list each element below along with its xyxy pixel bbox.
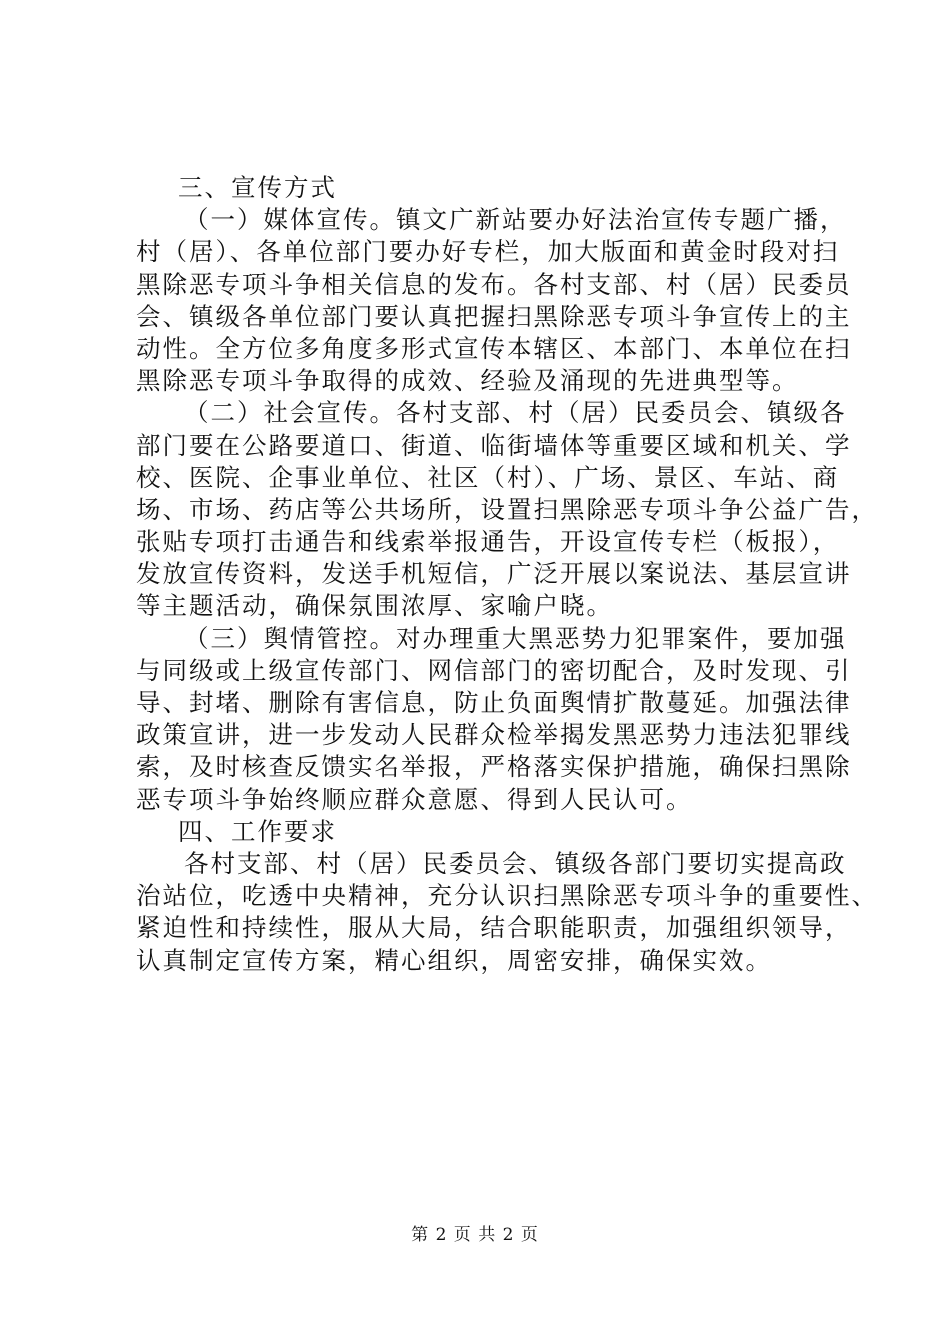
paragraph-line: 发放宣传资料，发送手机短信，广泛开展以案说法、基层宣讲 — [136, 559, 852, 589]
paragraph-line: 村（居）、各单位部门要办好专栏，加大版面和黄金时段对扫 — [136, 237, 840, 267]
paragraph-line: 黑除恶专项斗争取得的成效、经验及涌现的先进典型等。 — [136, 366, 799, 396]
paragraph-line: （一）媒体宣传。镇文广新站要办好法治宣传专题广播， — [184, 205, 847, 235]
paragraph-line: 索，及时核查反馈实名举报，严格落实保护措施，确保扫黑除 — [136, 752, 852, 782]
paragraph-line: 与同级或上级宣传部门、网信部门的密切配合，及时发现、引 — [136, 655, 852, 685]
paragraph-line: 校、医院、企事业单位、社区（村）、广场、景区、车站、商 — [136, 462, 840, 492]
paragraph-line: 张贴专项打击通告和线索举报通告，开设宣传专栏（板报）， — [136, 527, 840, 557]
paragraph-line: 等主题活动，确保氛围浓厚、家喻户晓。 — [136, 591, 613, 621]
paragraph-line: 恶专项斗争始终顺应群众意愿、得到人民认可。 — [136, 784, 693, 814]
paragraph-line: 认真制定宣传方案，精心组织，周密安排，确保实效。 — [136, 945, 772, 975]
paragraph-line: 治站位，吃透中央精神，充分认识扫黑除恶专项斗争的重要性、 — [136, 881, 878, 911]
document-body — [136, 172, 878, 977]
paragraph-line: 紧迫性和持续性，服从大局，结合职能职责，加强组织领导， — [136, 913, 852, 943]
section-heading-4: 四、工作要求 — [178, 816, 337, 846]
section-heading-3: 三、宣传方式 — [178, 173, 337, 202]
paragraph-line: 各村支部、村（居）民委员会、镇级各部门要切实提高政 — [184, 848, 847, 878]
paragraph-line: （二）社会宣传。各村支部、村（居）民委员会、镇级各 — [184, 398, 847, 428]
paragraph-line: 场、市场、药店等公共场所，设置扫黑除恶专项斗争公益广告， — [136, 494, 878, 524]
page-number-footer: 第 2 页 共 2 页 — [411, 1225, 539, 1245]
paragraph-line: （三）舆情管控。对办理重大黑恶势力犯罪案件，要加强 — [184, 623, 847, 653]
paragraph-line: 动性。全方位多角度多形式宣传本辖区、本部门、本单位在扫 — [136, 333, 852, 363]
paragraph-line: 部门要在公路要道口、街道、临街墙体等重要区域和机关、学 — [136, 430, 852, 460]
paragraph-line: 政策宣讲，进一步发动人民群众检举揭发黑恶势力违法犯罪线 — [136, 720, 852, 750]
paragraph-line: 黑除恶专项斗争相关信息的发布。各村支部、村（居）民委员 — [136, 269, 852, 299]
paragraph-line: 导、封堵、删除有害信息，防止负面舆情扩散蔓延。加强法律 — [136, 688, 852, 717]
paragraph-line: 会、镇级各单位部门要认真把握扫黑除恶专项斗争宣传上的主 — [136, 301, 852, 331]
